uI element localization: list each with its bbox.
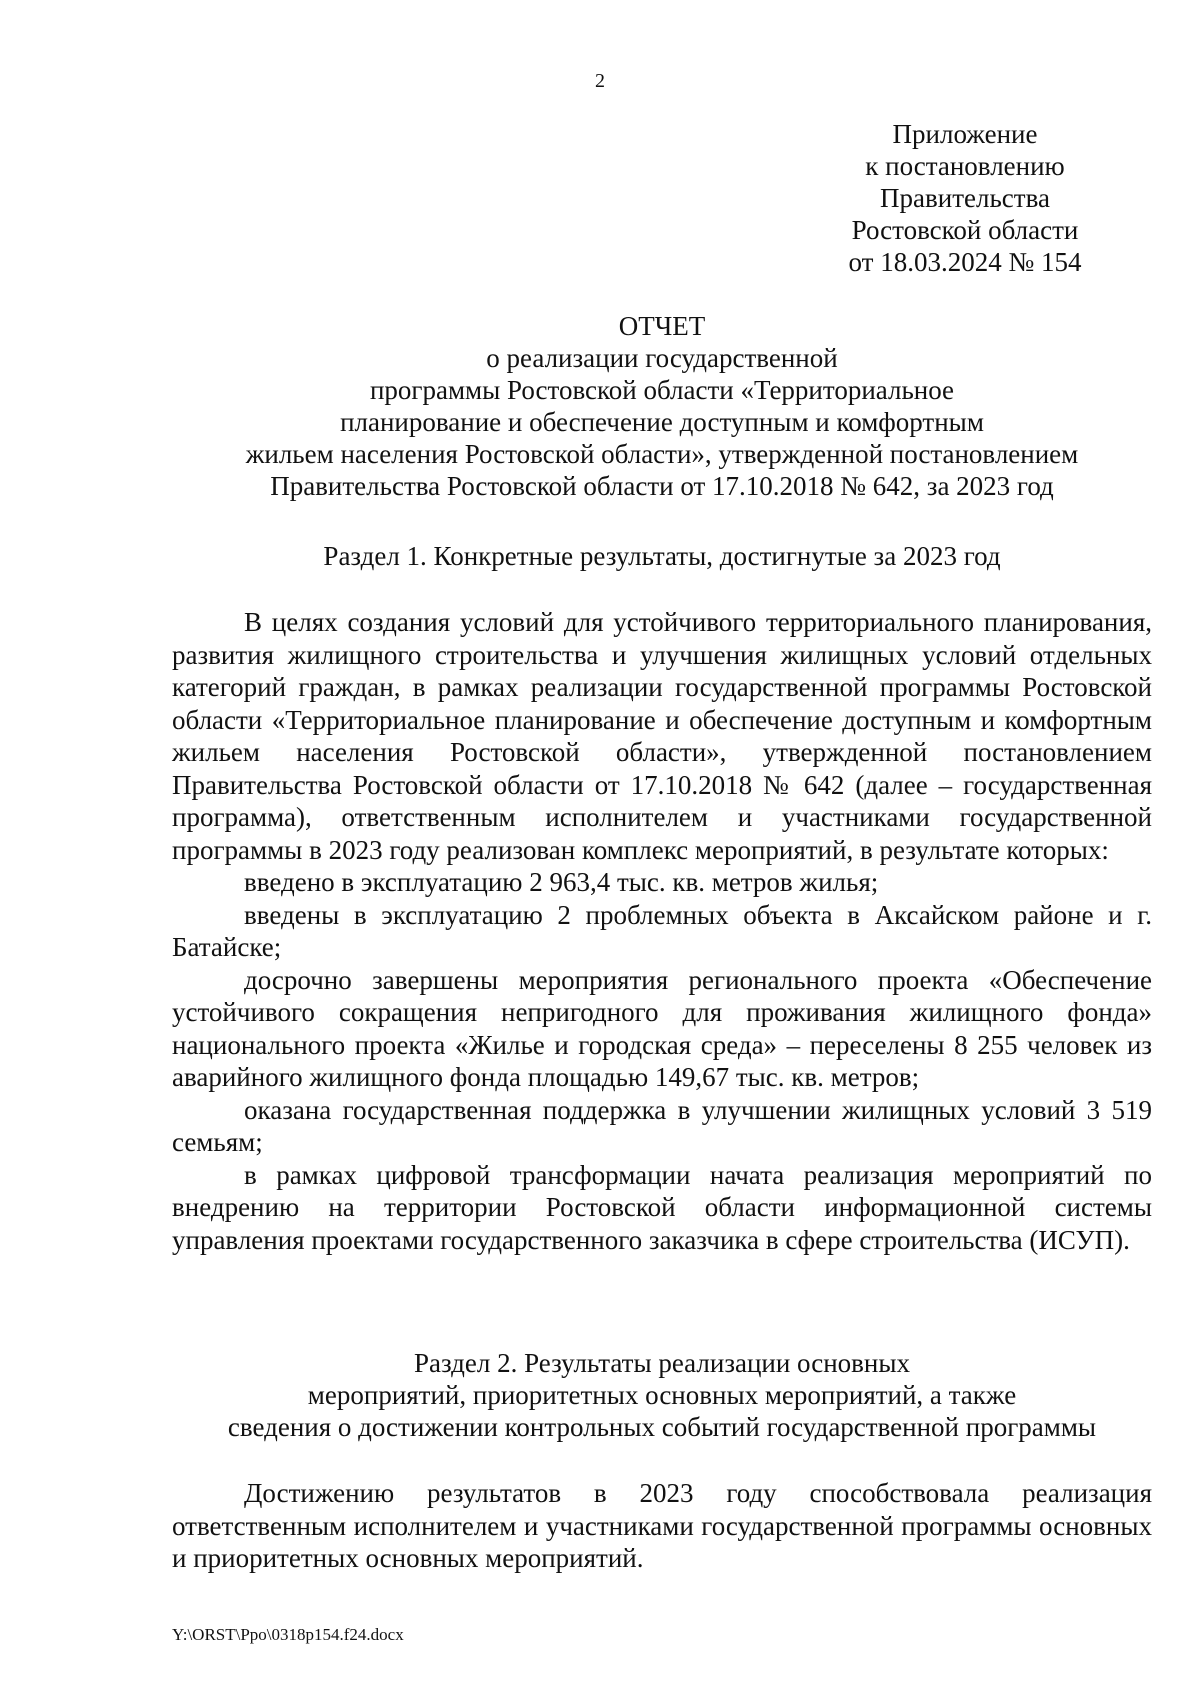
report-heading: ОТЧЕТ xyxy=(618,311,706,341)
section1-paragraph: В целях создания условий для устойчивого территориального планирования, развития жилищного строительства и улучшения жилищных условий отдельных категорий граждан, в рамках реализации государственной программы Ростовской области «Территориальное планирование и обеспечение доступным и комфортным жильем населения Ростовской области», утвержденной постановлением Правительства Ростовской области от 17.10.2018 № 642 (далее – государственная программа), ответственным исполнителем и участниками государственной программы в 2023 году реализован комплекс мероприятий, в результате которых: xyxy=(172,607,1152,865)
footer-file-path: Y:\ORST\Ppo\0318p154.f24.docx xyxy=(172,1625,404,1644)
appendix-line: Ростовской области xyxy=(851,215,1079,245)
section2-paragraph: Достижению результатов в 2023 году способствовала реализация ответственным исполнителем и участниками государственной программы основных и приоритетных основных мероприятий. xyxy=(172,1478,1152,1573)
section1-heading: Раздел 1. Конкретные результаты, достигнутые за 2023 год xyxy=(323,541,1001,571)
section1-body xyxy=(172,606,1152,1256)
report-title-line: программы Ростовской области «Территориальное xyxy=(369,375,955,405)
report-title-line: жильем населения Ростовской области», утвержденной постановлением xyxy=(245,439,1079,469)
section1-paragraph: в рамках цифровой трансформации начата реализация мероприятий по внедрению на территории Ростовской области информационной системы управления проектами государственного заказчика в сфере строительства (ИСУП). xyxy=(172,1159,1152,1255)
section2-heading-line: Раздел 2. Результаты реализации основных xyxy=(413,1348,911,1378)
appendix-line: Приложение xyxy=(892,119,1038,149)
appendix-line: к постановлению xyxy=(865,151,1065,181)
section2-body xyxy=(172,1477,1152,1575)
section2-heading xyxy=(172,1347,1152,1443)
appendix-line: от 18.03.2024 № 154 xyxy=(848,247,1082,277)
report-title-line: Правительства Ростовской области от 17.10.2018 № 642, за 2023 год xyxy=(270,471,1054,501)
page-number: 2 xyxy=(595,70,605,92)
appendix-line: Правительства xyxy=(880,183,1050,213)
section1-paragraph: введено в эксплуатацию 2 963,4 тыс. кв. метров жилья; xyxy=(244,867,879,897)
appendix-block xyxy=(815,118,1115,278)
section1-paragraph: введены в эксплуатацию 2 проблемных объекта в Аксайском районе и г. Батайске; xyxy=(172,899,1152,962)
report-title-line: о реализации государственной xyxy=(486,343,838,373)
report-title-line: планирование и обеспечение доступным и комфортным xyxy=(340,407,984,437)
section1-paragraph: оказана государственная поддержка в улучшении жилищных условий 3 519 семьям; xyxy=(172,1094,1152,1157)
section2-heading-line: мероприятий, приоритетных основных мероприятий, а также xyxy=(307,1380,1017,1410)
section1-paragraph: досрочно завершены мероприятия регионального проекта «Обеспечение устойчивого сокращения непригодного для проживания жилищного фонда» национального проекта «Жилье и городская среда» – переселены 8 255 человек из аварийного жилищного фонда площадью 149,67 тыс. кв. метров; xyxy=(172,964,1152,1092)
section2-heading-line: сведения о достижении контрольных событий государственной программы xyxy=(227,1412,1097,1442)
report-title xyxy=(172,310,1152,502)
